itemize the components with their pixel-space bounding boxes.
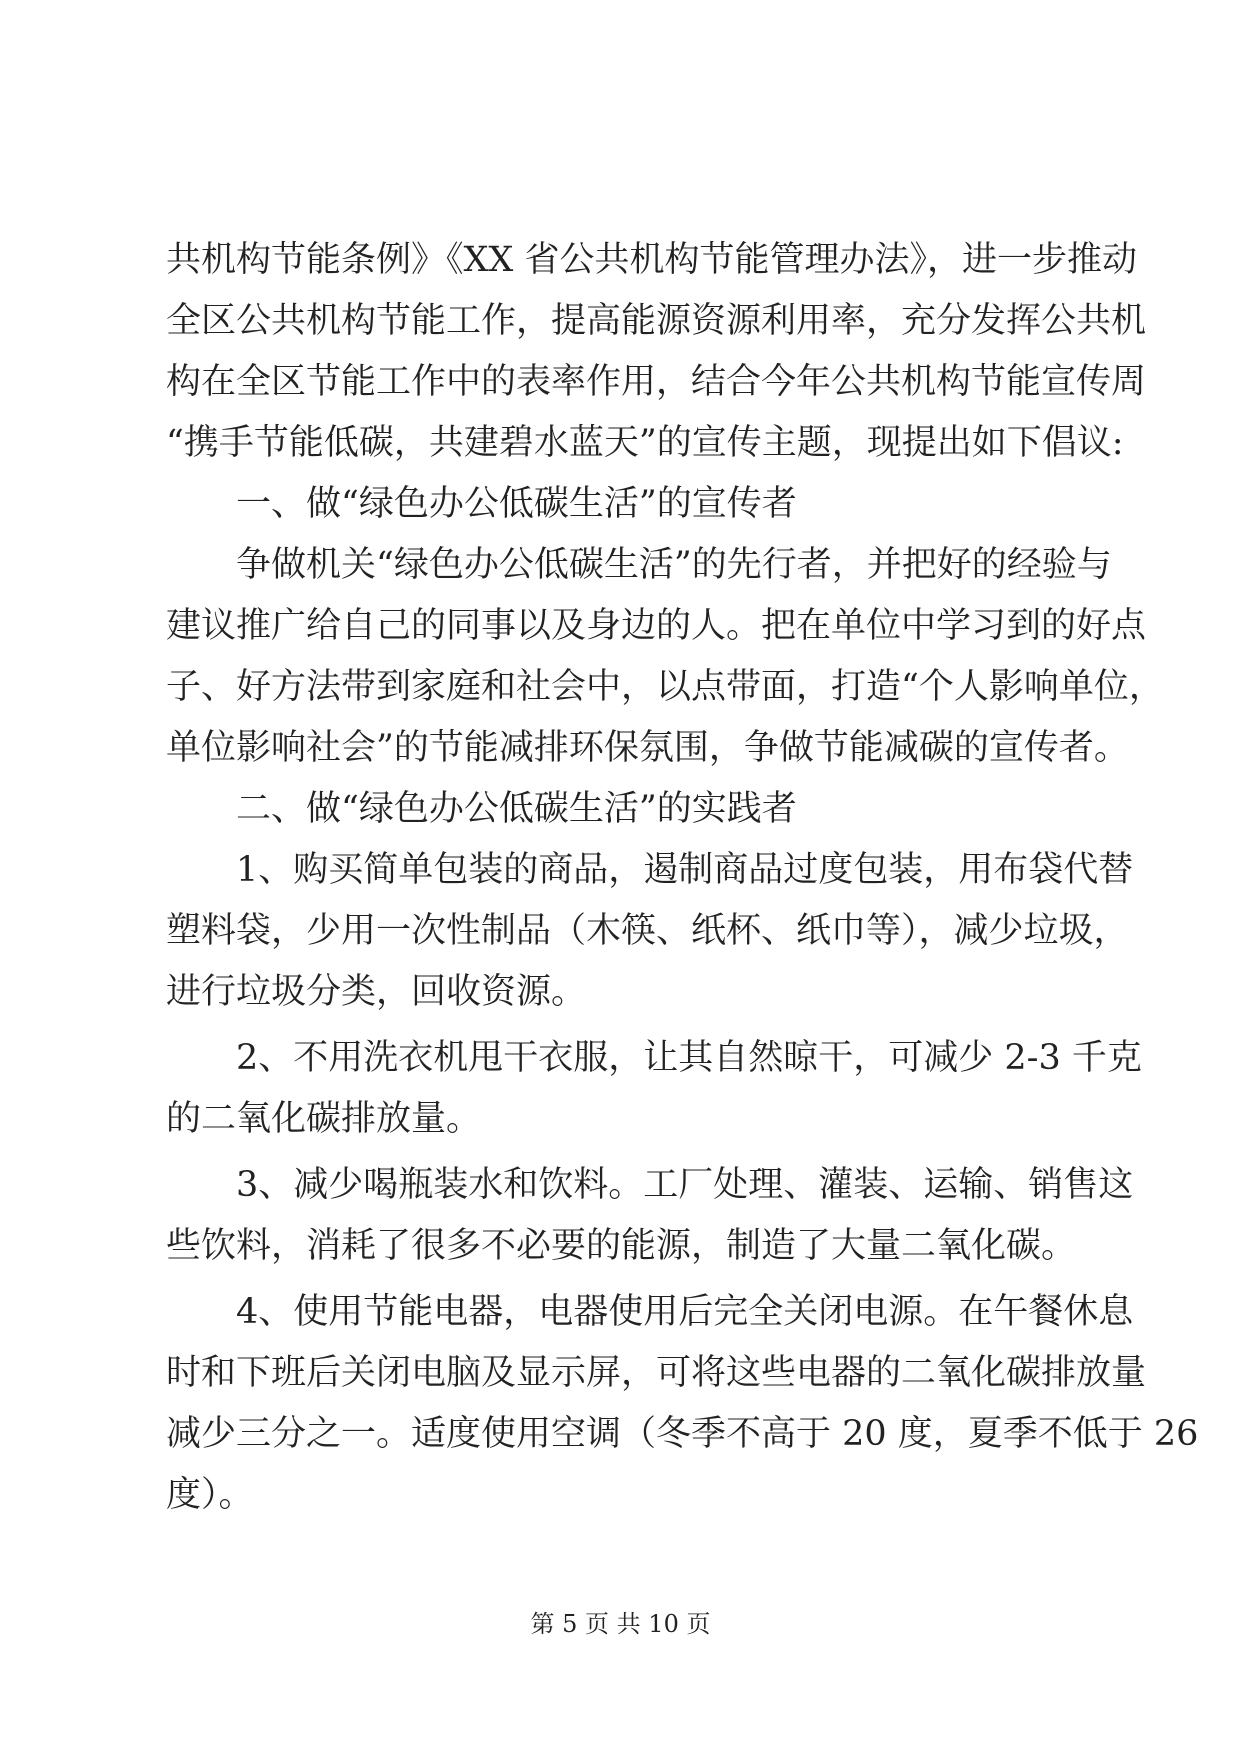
text-line: 塑料袋，少用一次性制品（木筷、纸杯、纸巾等），减少垃圾， [166,911,1129,951]
text-line: “携手节能低碳，共建碧水蓝天”的宣传主题，现提出如下倡议: [166,423,1124,463]
page-number-footer: 第 5 页 共 10 页 [530,1610,711,1638]
text-line: 全区公共机构节能工作，提高能源资源利用率，充分发挥公共机 [166,301,1147,341]
text-line: 共机构节能条例》《XX 省公共机构节能管理办法》，进一步推动 [166,240,1137,280]
text-line: 建议推广给自己的同事以及身边的人。把在单位中学习到的好点 [166,606,1147,646]
text-line: 子、好方法带到家庭和社会中，以点带面，打造“个人影响单位， [166,667,1164,707]
text-line: 争做机关“绿色办公低碳生活”的先行者，并把好的经验与 [166,545,1112,585]
text-line: 度）。 [166,1475,254,1515]
text-line: 2、不用洗衣机甩干衣服，让其自然晾干，可减少 2-3 千克 [166,1038,1142,1078]
text-line: 些饮料，消耗了很多不必要的能源，制造了大量二氧化碳。 [166,1226,1077,1266]
section-heading: 二、做“绿色办公低碳生活”的实践者 [166,789,797,829]
text-line: 进行垃圾分类，回收资源。 [166,972,587,1012]
document-body [166,230,1199,1526]
text-line: 单位影响社会”的节能减排环保氛围，争做节能减碳的宣传者。 [166,728,1129,768]
section-heading: 一、做“绿色办公低碳生活”的宣传者 [166,484,797,524]
text-line: 时和下班后关闭电脑及显示屏，可将这些电器的二氧化碳排放量 [166,1353,1147,1393]
text-line: 1、购买简单包装的商品，遏制商品过度包装，用布袋代替 [166,850,1134,890]
text-line: 4、使用节能电器，电器使用后完全关闭电源。在午餐休息 [166,1292,1134,1332]
text-line: 3、减少喝瓶装水和饮料。工厂处理、灌装、运输、销售这 [166,1165,1134,1205]
text-line: 的二氧化碳排放量。 [166,1099,482,1139]
text-line: 构在全区节能工作中的表率作用，结合今年公共机构节能宣传周 [166,362,1147,402]
text-line: 减少三分之一。适度使用空调（冬季不高于 20 度，夏季不低于 26 [166,1414,1199,1454]
